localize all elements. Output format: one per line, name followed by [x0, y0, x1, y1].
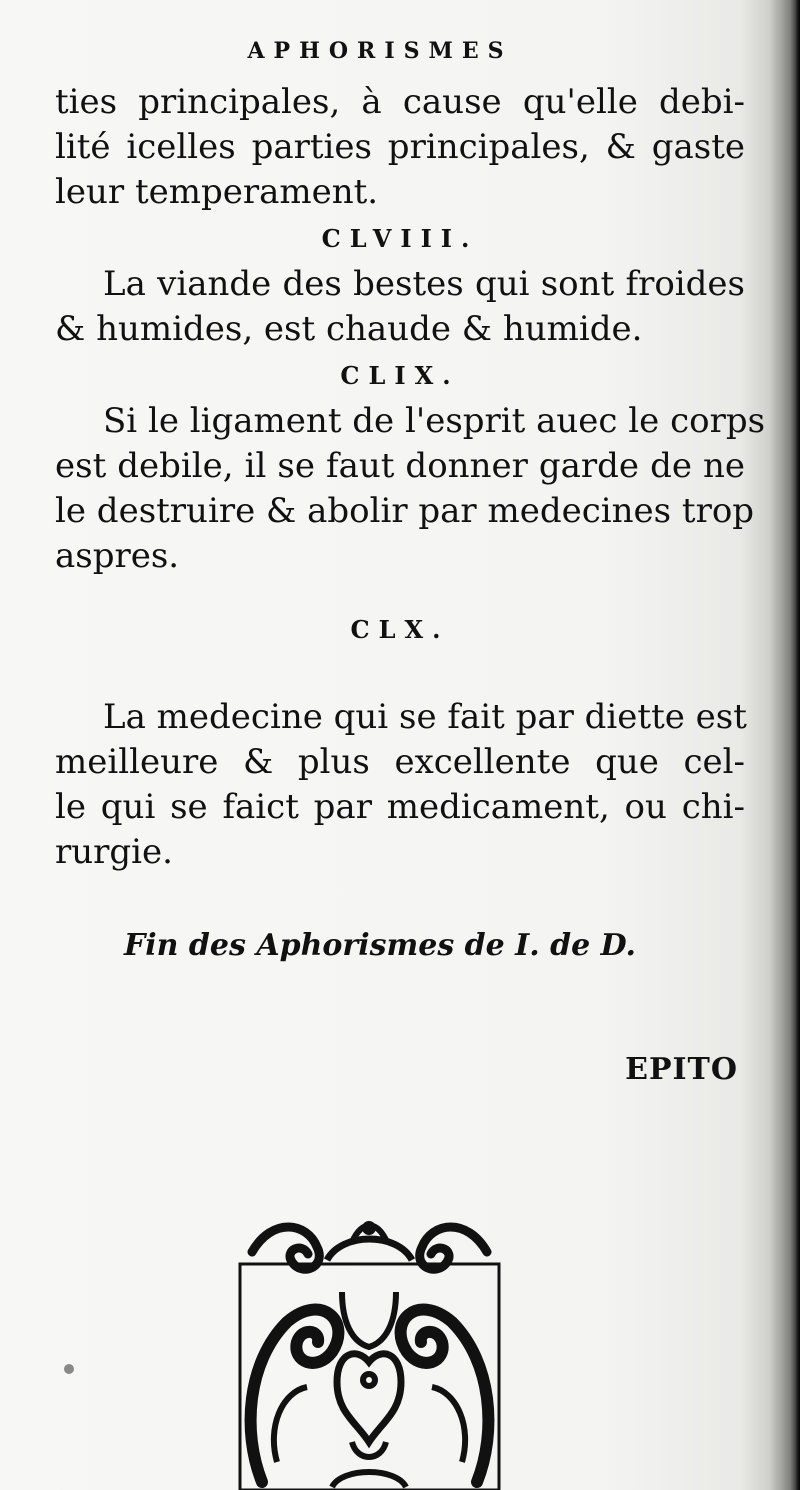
text-line: ties principales, à cause qu'elle debi- — [55, 82, 745, 122]
text-line: le destruire & abolir par medecines trop — [55, 491, 755, 531]
text-line: meilleure & plus excellente que cel- — [55, 742, 745, 782]
text-line: Si le ligament de l'esprit auec le corps — [103, 401, 766, 441]
text-line: leur temperament. — [55, 172, 379, 212]
floral-tailpiece-ornament-icon — [232, 1212, 507, 1490]
text-line: La viande des bestes qui sont froides — [103, 264, 745, 304]
page-gutter-shadow — [768, 0, 800, 1490]
aphorism-number-clx: CLX. — [350, 615, 450, 644]
text-line: le qui se faict par medicament, ou chi- — [55, 787, 745, 827]
aphorisms-text — [55, 80, 766, 875]
text-line: La medecine qui se fait par diette est — [103, 697, 747, 737]
aphorism-number-clix: CLIX. — [340, 361, 460, 390]
text-line: est debile, il se faut donner garde de ne — [55, 446, 745, 486]
finis-line: Fin des Aphorismes de I. de D. — [123, 928, 636, 963]
text-line: rurgie. — [55, 832, 173, 872]
text-line: aspres. — [55, 536, 180, 576]
ink-speck — [64, 1364, 74, 1374]
aphorism-number-clviii: CLVIII. — [321, 224, 479, 253]
text-line: lité icelles parties principales, & gaste — [55, 127, 745, 167]
catchword: EPITO — [625, 1052, 738, 1087]
running-head: APHORISMES — [247, 38, 513, 64]
text-line: & humides, est chaude & humide. — [55, 309, 643, 349]
